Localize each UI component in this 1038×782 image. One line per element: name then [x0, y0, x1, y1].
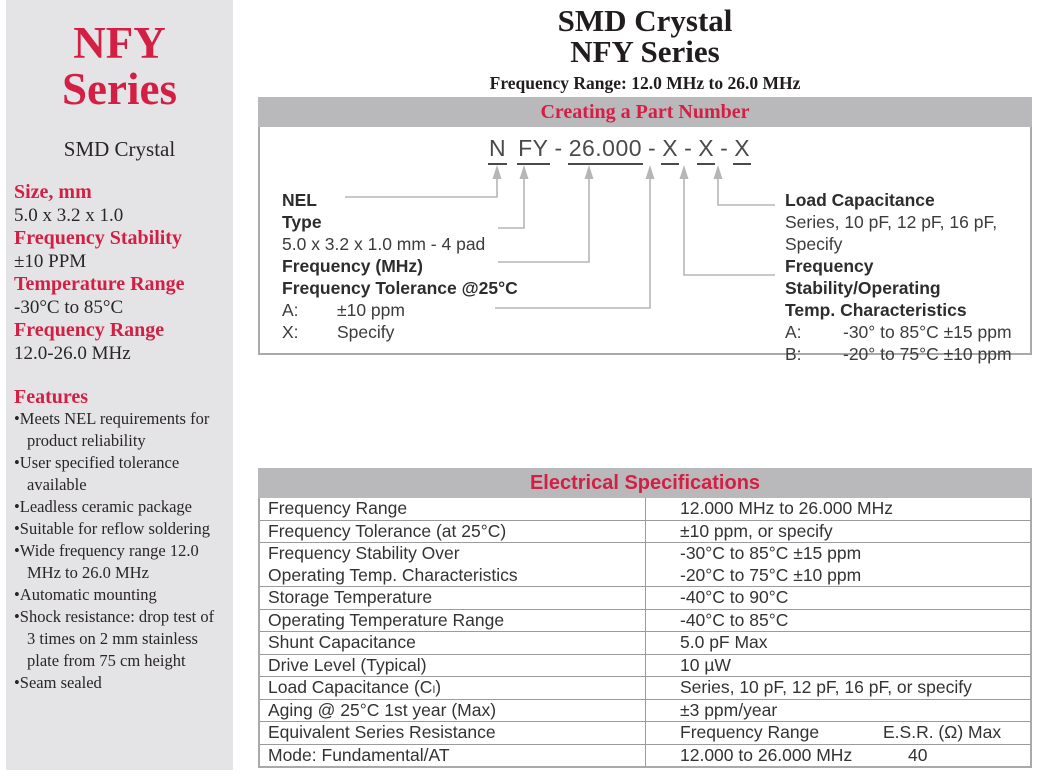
- feature-item: • Automatic mounting: [14, 584, 229, 606]
- feature-item: • Shock resistance: drop test of 3 times on 2 mm stainless plate from 75 cm height: [14, 606, 229, 672]
- electrical-specifications-table: [258, 498, 1032, 768]
- electrical-specifications-header: Electrical Specifications: [258, 468, 1032, 498]
- legend-stability-line1: Frequency Stability/Operating: [785, 256, 941, 298]
- part-number-example: N FY - 26.000 - X - X - X: [488, 135, 751, 165]
- pn-segment-frequency: 26.000: [568, 135, 643, 165]
- series-title-line2: Series: [62, 64, 177, 114]
- pn-segment-load-cap: X: [733, 135, 751, 165]
- table-row: Shunt Capacitance 5.0 pF Max: [260, 632, 1030, 655]
- feature-item: • User specified tolerance available: [14, 452, 229, 496]
- spec-heading-freq-range: Frequency Range: [14, 319, 165, 341]
- legend-tolerance: Frequency Tolerance @25°C: [282, 278, 518, 298]
- legend-tolerance-option-a: A: ±10 ppm: [282, 300, 405, 320]
- part-number-left-legend: [282, 189, 518, 343]
- page-title-line1: SMD Crystal: [557, 3, 733, 38]
- arrow-up-icon: [520, 165, 529, 179]
- features-section: [6, 386, 233, 694]
- table-row: Storage Temperature -40°C to 90°C: [260, 587, 1030, 610]
- series-subtitle: SMD Crystal: [63, 137, 176, 161]
- page-title-frequency-range: Frequency Range: 12.0 MHz to 26.0 MHz: [489, 73, 801, 93]
- legend-nel: NEL: [282, 190, 317, 210]
- table-row: Aging @ 25°C 1st year (Max) ±3 ppm/year: [260, 700, 1030, 723]
- spec-heading-stability: Frequency Stability: [14, 227, 182, 249]
- part-number-section-header: Creating a Part Number: [258, 97, 1032, 127]
- table-row: Drive Level (Typical) 10 µW: [260, 655, 1030, 678]
- feature-item: • Leadless ceramic package: [14, 496, 229, 518]
- arrow-up-icon: [493, 165, 502, 179]
- pn-segment-type: FY: [517, 135, 549, 165]
- table-row: Frequency Tolerance (at 25°C) ±10 ppm, or specify: [260, 521, 1030, 544]
- legend-load-capacitance: Load Capacitance: [785, 190, 935, 210]
- legend-stability-option-a: A: -30° to 85°C ±15 ppm: [785, 322, 1012, 342]
- legend-frequency: Frequency (MHz): [282, 256, 423, 276]
- series-title-line1: NFY: [73, 18, 166, 68]
- page-title-line2: NFY Series: [570, 34, 720, 69]
- sidebar: [6, 0, 233, 770]
- pn-segment-tolerance: X: [661, 135, 679, 165]
- spec-value-stability: ±10 PPM: [14, 251, 87, 272]
- table-row-mode: Mode: Fundamental/AT 12.000 to 26.000 MHz 40: [260, 745, 1030, 767]
- series-title: [6, 20, 233, 112]
- part-number-right-legend: [785, 189, 1030, 365]
- pn-segment-stability: X: [697, 135, 715, 165]
- legend-type: Type: [282, 212, 322, 232]
- feature-item: • Suitable for reflow soldering: [14, 518, 229, 540]
- table-row: Frequency Range 12.000 MHz to 26.000 MHz: [260, 498, 1030, 521]
- feature-item: • Wide frequency range 12.0 MHz to 26.0 MHz: [14, 540, 229, 584]
- legend-load-capacitance-values: Series, 10 pF, 12 pF, 16 pF,: [785, 212, 998, 232]
- part-number-section: [258, 97, 1032, 364]
- part-number-diagram: [258, 127, 1032, 364]
- electrical-specifications-section: [258, 468, 1032, 768]
- spec-heading-size: Size, mm: [14, 181, 92, 203]
- features-heading: Features: [14, 386, 89, 408]
- pn-segment-nel: N: [488, 135, 507, 165]
- legend-stability-option-b: B: -20° to 75°C ±10 ppm: [785, 344, 1012, 364]
- arrow-up-icon: [680, 165, 689, 179]
- arrow-up-icon: [714, 165, 723, 179]
- table-row: Operating Temperature Range -40°C to 85°C: [260, 610, 1030, 633]
- arrow-up-icon: [585, 165, 594, 179]
- sidebar-spec-list: [6, 181, 233, 365]
- legend-stability-line2: Temp. Characteristics: [785, 300, 967, 320]
- spec-heading-temp-range: Temperature Range: [14, 273, 185, 295]
- feature-item: • Seam sealed: [14, 672, 229, 694]
- feature-item: • Meets NEL requirements for product reliability: [14, 408, 229, 452]
- legend-type-value: 5.0 x 3.2 x 1.0 mm - 4 pad: [282, 234, 486, 254]
- legend-tolerance-option-x: X: Specify: [282, 322, 395, 342]
- spec-value-size: 5.0 x 3.2 x 1.0: [14, 205, 124, 226]
- table-row: Frequency Stability Over Operating Temp. Characteristics -30°C to 85°C ±15 ppm -20°C to 75°C ±10 ppm: [260, 543, 1030, 587]
- table-row-esr: Equivalent Series Resistance Frequency Range E.S.R. (Ω) Max: [260, 722, 1030, 745]
- spec-value-freq-range: 12.0-26.0 MHz: [14, 343, 131, 364]
- page-title: [258, 5, 1032, 94]
- arrow-up-icon: [646, 165, 655, 179]
- table-row: Load Capacitance (Cₗ) Series, 10 pF, 12 pF, 16 pF, or specify: [260, 677, 1030, 700]
- legend-load-capacitance-values2: Specify: [785, 234, 843, 254]
- spec-value-temp-range: -30°C to 85°C: [14, 297, 124, 318]
